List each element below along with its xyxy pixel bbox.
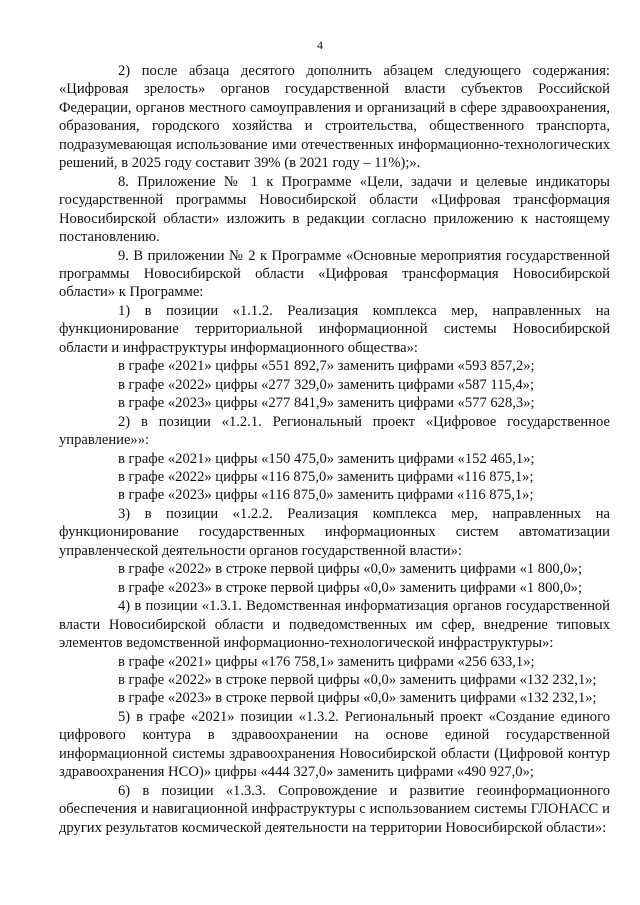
paragraph-line: в графе «2021» цифры «176 758,1» заменить цифрами «256 633,1»; xyxy=(118,653,535,670)
page-number: 4 xyxy=(317,38,323,52)
paragraph-line: в графе «2023» цифры «277 841,9» заменить цифрами «577 628,3»; xyxy=(118,395,535,412)
paragraph-position-1-1-2: 1) в позиции «1.1.2. Реализация комплекса мер, направленных на функционирование территориальной информационной системы Новосибирской области и инфраструктуры информационного общества»: xyxy=(59,302,610,356)
paragraph-line: в графе «2023» цифры «116 875,0» заменить цифрами «116 875,1»; xyxy=(118,487,534,504)
paragraph-line: в графе «2022» в строке первой цифры «0,0» заменить цифрами «1 800,0»; xyxy=(118,561,582,578)
paragraph-position-1-2-1: 2) в позиции «1.2.1. Региональный проект «Цифровое государственное управление»»: xyxy=(59,413,610,449)
document-body xyxy=(59,62,610,837)
paragraph-position-1-3-1: 4) в позиции «1.3.1. Ведомственная информатизация органов государственной власти Новосибирской области и подведомственных им сфер, внедрение типовых элементов ведомственной информационно-технологической инфраструктуры»: xyxy=(59,598,610,652)
paragraph-position-1-3-3: 6) в позиции «1.3.3. Сопровождение и развитие геоинформационного обеспечения и навигационной инфраструктуры с использованием системы ГЛОНАСС и других результатов космической деятельности на территории Новосибирской области»: xyxy=(59,782,610,836)
paragraph-position-1-3-2: 5) в графе «2021» позиции «1.3.2. Региональный проект «Создание единого цифрового контура в здравоохранении на основе единой государственной информационной системы здравоохранения Новосибирской области (Цифровой контур здравоохранения НСО)» цифры «444 327,0» заменить цифрами «490 927,0»; xyxy=(59,708,610,781)
paragraph-line: в графе «2023» в строке первой цифры «0,0» заменить цифрами «1 800,0»; xyxy=(118,579,582,596)
paragraph-line: в графе «2022» цифры «277 329,0» заменить цифрами «587 115,4»; xyxy=(118,376,535,393)
paragraph-line: в графе «2023» в строке первой цифры «0,0» заменить цифрами «132 232,1»; xyxy=(118,690,597,707)
paragraph-line: в графе «2022» цифры «116 875,0» заменить цифрами «116 875,1»; xyxy=(118,468,534,485)
paragraph-position-1-2-2: 3) в позиции «1.2.2. Реализация комплекса мер, направленных на функционирование государственных информационных систем автоматизации управленческой деятельности органов государственной власти»: xyxy=(59,505,610,559)
paragraph-item-2-addition: 2) после абзаца десятого дополнить абзацем следующего содержания: «Цифровая зрелость» органов государственной власти субъектов Российской Федерации, органов местного самоуправления и организаций в сфере здравоохранения, образования, городского хозяйства и строительства, общественного транспорта, подразумевающая использование ими отечественных информационно-технологических решений, в 2025 году составит 39% (в 2021 году – 11%);». xyxy=(59,63,610,172)
paragraph-line: в графе «2022» в строке первой цифры «0,0» заменить цифрами «132 232,1»; xyxy=(118,671,597,688)
paragraph-line: в графе «2021» цифры «150 475,0» заменить цифрами «152 465,1»; xyxy=(118,450,535,467)
paragraph-point-8: 8. Приложение № 1 к Программе «Цели, задачи и целевые индикаторы государственной программы Новосибирской области «Цифровая трансформация Новосибирской области» изложить в редакции согласно приложению к настоящему постановлению. xyxy=(59,173,610,246)
paragraph-line: в графе «2021» цифры «551 892,7» заменить цифрами «593 857,2»; xyxy=(118,358,535,375)
paragraph-point-9: 9. В приложении № 2 к Программе «Основные мероприятия государственной программы Новосибирской области «Цифровая трансформация Новосибирской области» к Программе: xyxy=(59,247,610,301)
